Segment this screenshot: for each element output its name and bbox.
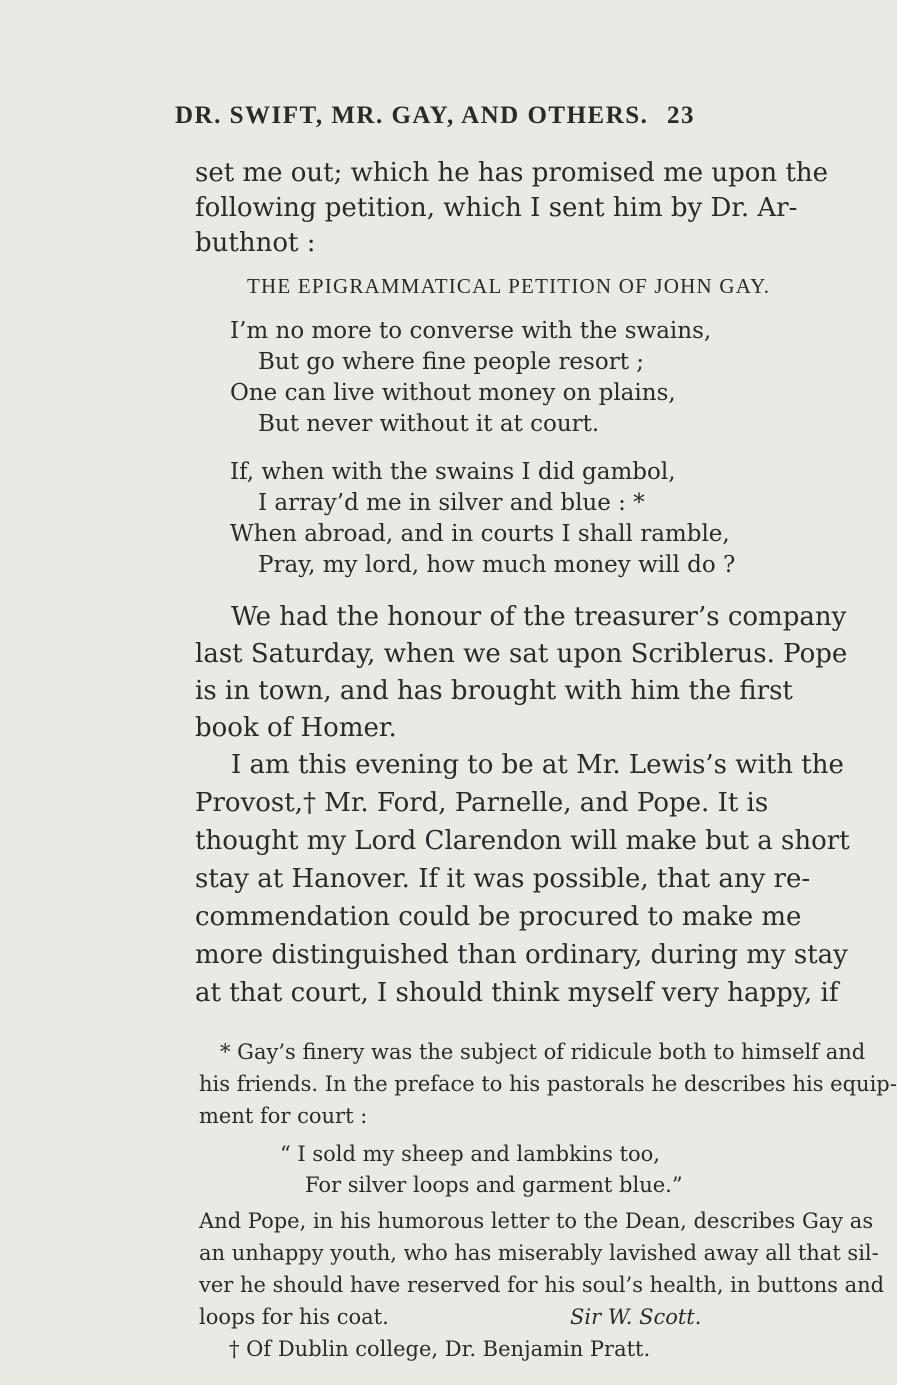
verse-line: But never without it at court. (258, 411, 600, 437)
text-line: set me out; which he has promised me upon the (195, 158, 829, 188)
text-line: more distinguished than ordinary, during my stay (195, 940, 848, 970)
footnote-line: ment for court : (199, 1104, 368, 1128)
text-line: I am this evening to be at Mr. Lewis’s with the (231, 750, 844, 780)
text-line: last Saturday, when we sat upon Scriblerus. Pope (195, 639, 848, 669)
verse-line: I array’d me in silver and blue : * (258, 490, 645, 516)
verse-line: Pray, my lord, how much money will do ? (258, 552, 736, 578)
footnote-line: ver he should have reserved for his soul’s health, in buttons and (199, 1273, 885, 1297)
text-line: Provost,† Mr. Ford, Parnelle, and Pope. It is (195, 788, 769, 818)
footnote-line: And Pope, in his humorous letter to the Dean, describes Gay as (199, 1209, 874, 1233)
verse-line: One can live without money on plains, (230, 380, 676, 406)
text-line: book of Homer. (195, 713, 397, 743)
page-number: 23 (667, 102, 695, 129)
footnote-quote-line: “ I sold my sheep and lambkins too, (280, 1142, 660, 1166)
verse-line: When abroad, and in courts I shall ramble, (230, 521, 730, 547)
text-line: commendation could be procured to make me (195, 902, 802, 932)
text-line: We had the honour of the treasurer’s company (231, 602, 847, 632)
footnote-attribution: Sir W. Scott. (570, 1305, 702, 1329)
verse-line: But go where fine people resort ; (258, 349, 644, 375)
petition-title: THE EPIGRAMMATICAL PETITION OF JOHN GAY. (247, 274, 771, 298)
footnote-line: † Of Dublin college, Dr. Benjamin Pratt. (229, 1337, 651, 1361)
text-line: thought my Lord Clarendon will make but a short (195, 826, 850, 856)
text-line: at that court, I should think myself very happy, if (195, 978, 839, 1008)
footnote-quote-line: For silver loops and garment blue.” (305, 1173, 683, 1197)
text-line: is in town, and has brought with him the first (195, 676, 793, 706)
running-title: DR. SWIFT, MR. GAY, AND OTHERS. (175, 102, 649, 129)
text-line: buthnot : (195, 228, 316, 258)
running-header (175, 102, 695, 130)
footnote-line: loops for his coat. (199, 1305, 389, 1329)
footnote-line: his friends. In the preface to his pastorals he describes his equip- (199, 1072, 897, 1096)
footnote-line: * Gay’s finery was the subject of ridicule both to himself and (220, 1040, 866, 1064)
verse-line: If, when with the swains I did gambol, (230, 459, 676, 485)
verse-line: I’m no more to converse with the swains, (230, 318, 712, 344)
footnote-line: an unhappy youth, who has miserably lavished away all that sil- (199, 1241, 879, 1265)
text-line: stay at Hanover. If it was possible, that any re- (195, 864, 811, 894)
text-line: following petition, which I sent him by Dr. Ar- (195, 193, 798, 223)
